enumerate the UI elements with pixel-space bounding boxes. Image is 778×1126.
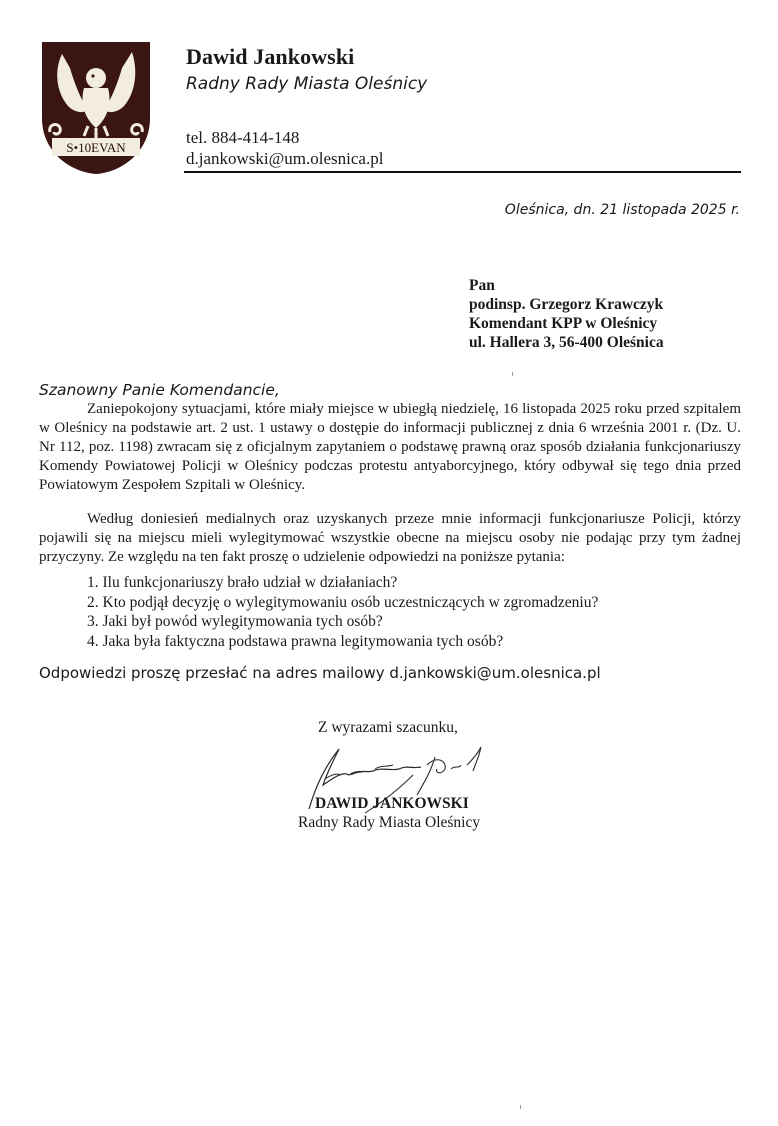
recipient-line: Komendant KPP w Oleśnicy — [469, 315, 658, 332]
scan-speck — [520, 1105, 521, 1109]
question-item: 3. Jaki był powód wylegitymowania tych osób? — [87, 613, 383, 630]
signatory-role: Radny Rady Miasta Oleśnicy — [298, 814, 481, 831]
questions-list — [87, 573, 598, 651]
salutation: Szanowny Panie Komendancie, — [39, 381, 280, 399]
body-paragraph-1 — [39, 400, 741, 495]
recipient-line: Pan — [469, 277, 495, 294]
paragraph-text: Zaniepokojony sytuacjami, które miały miejsce w ubiegłą niedzielę, 16 listopada 2025 roku przed szpitalem w Oleśnicy na podstawie art. 2 ust. 1 ustawy o dostępie do informacji publicznej z dnia 6 września 2001 r. (Dz. U. Nr 112, poz. 1198) zwracam się z oficjalnym zapytaniem o podstawę prawną oraz sposób działania funkcjonariuszy Komendy Powiatowej Policji w Oleśnicy podczas protestu antyaborcyjnego, który odbywał się tego dnia przed Powiatowym Zespołem Szpitali w Oleśnicy. — [39, 401, 741, 493]
question-item: 2. Kto podjął decyzję o wylegitymowaniu osób uczestniczących w zgromadzeniu? — [87, 593, 599, 611]
eagle-head — [86, 68, 106, 88]
paragraph-text: Według doniesień medialnych oraz uzyskanych przeze mnie informacji funkcjonariusze Policji, którzy pojawili się na miejscu mieli wylegitymować wszystkie obecne na miejscu osoby nie podając przy tym żadnej przyczyny. Ze względu na ten fakt proszę o udzielenie odpowiedzi na poniższe pytania: — [39, 511, 741, 565]
closing-phrase: Z wyrazami szacunku, — [318, 719, 458, 736]
date-line: Oleśnica, dn. 21 listopada 2025 r. — [504, 202, 740, 218]
sender-email: d.jankowski@um.olesnica.pl — [186, 149, 384, 168]
reply-request: Odpowiedzi proszę przesłać na adres mailowy d.jankowski@um.olesnica.pl — [39, 664, 601, 682]
sender-role: Radny Rady Miasta Oleśnicy — [186, 74, 428, 94]
scan-speck — [512, 372, 513, 376]
crest-motto: S•10EVAN — [66, 140, 126, 155]
body-paragraph-2 — [39, 510, 741, 567]
question-item: 4. Jaka była faktyczna podstawa prawna legitymowania tych osób? — [87, 632, 504, 650]
coat-of-arms-icon — [40, 40, 152, 176]
recipient-line: podinsp. Grzegorz Krawczyk — [469, 296, 664, 313]
sender-name: Dawid Jankowski — [186, 44, 355, 69]
sender-phone: tel. 884-414-148 — [186, 128, 300, 147]
question-item: 1. Ilu funkcjonariuszy brało udział w działaniach? — [87, 574, 398, 591]
signatory-name: DAWID JANKOWSKI — [315, 795, 469, 812]
recipient-address — [469, 276, 664, 352]
recipient-line: ul. Hallera 3, 56-400 Oleśnica — [469, 334, 664, 351]
letterhead-divider — [184, 171, 741, 173]
